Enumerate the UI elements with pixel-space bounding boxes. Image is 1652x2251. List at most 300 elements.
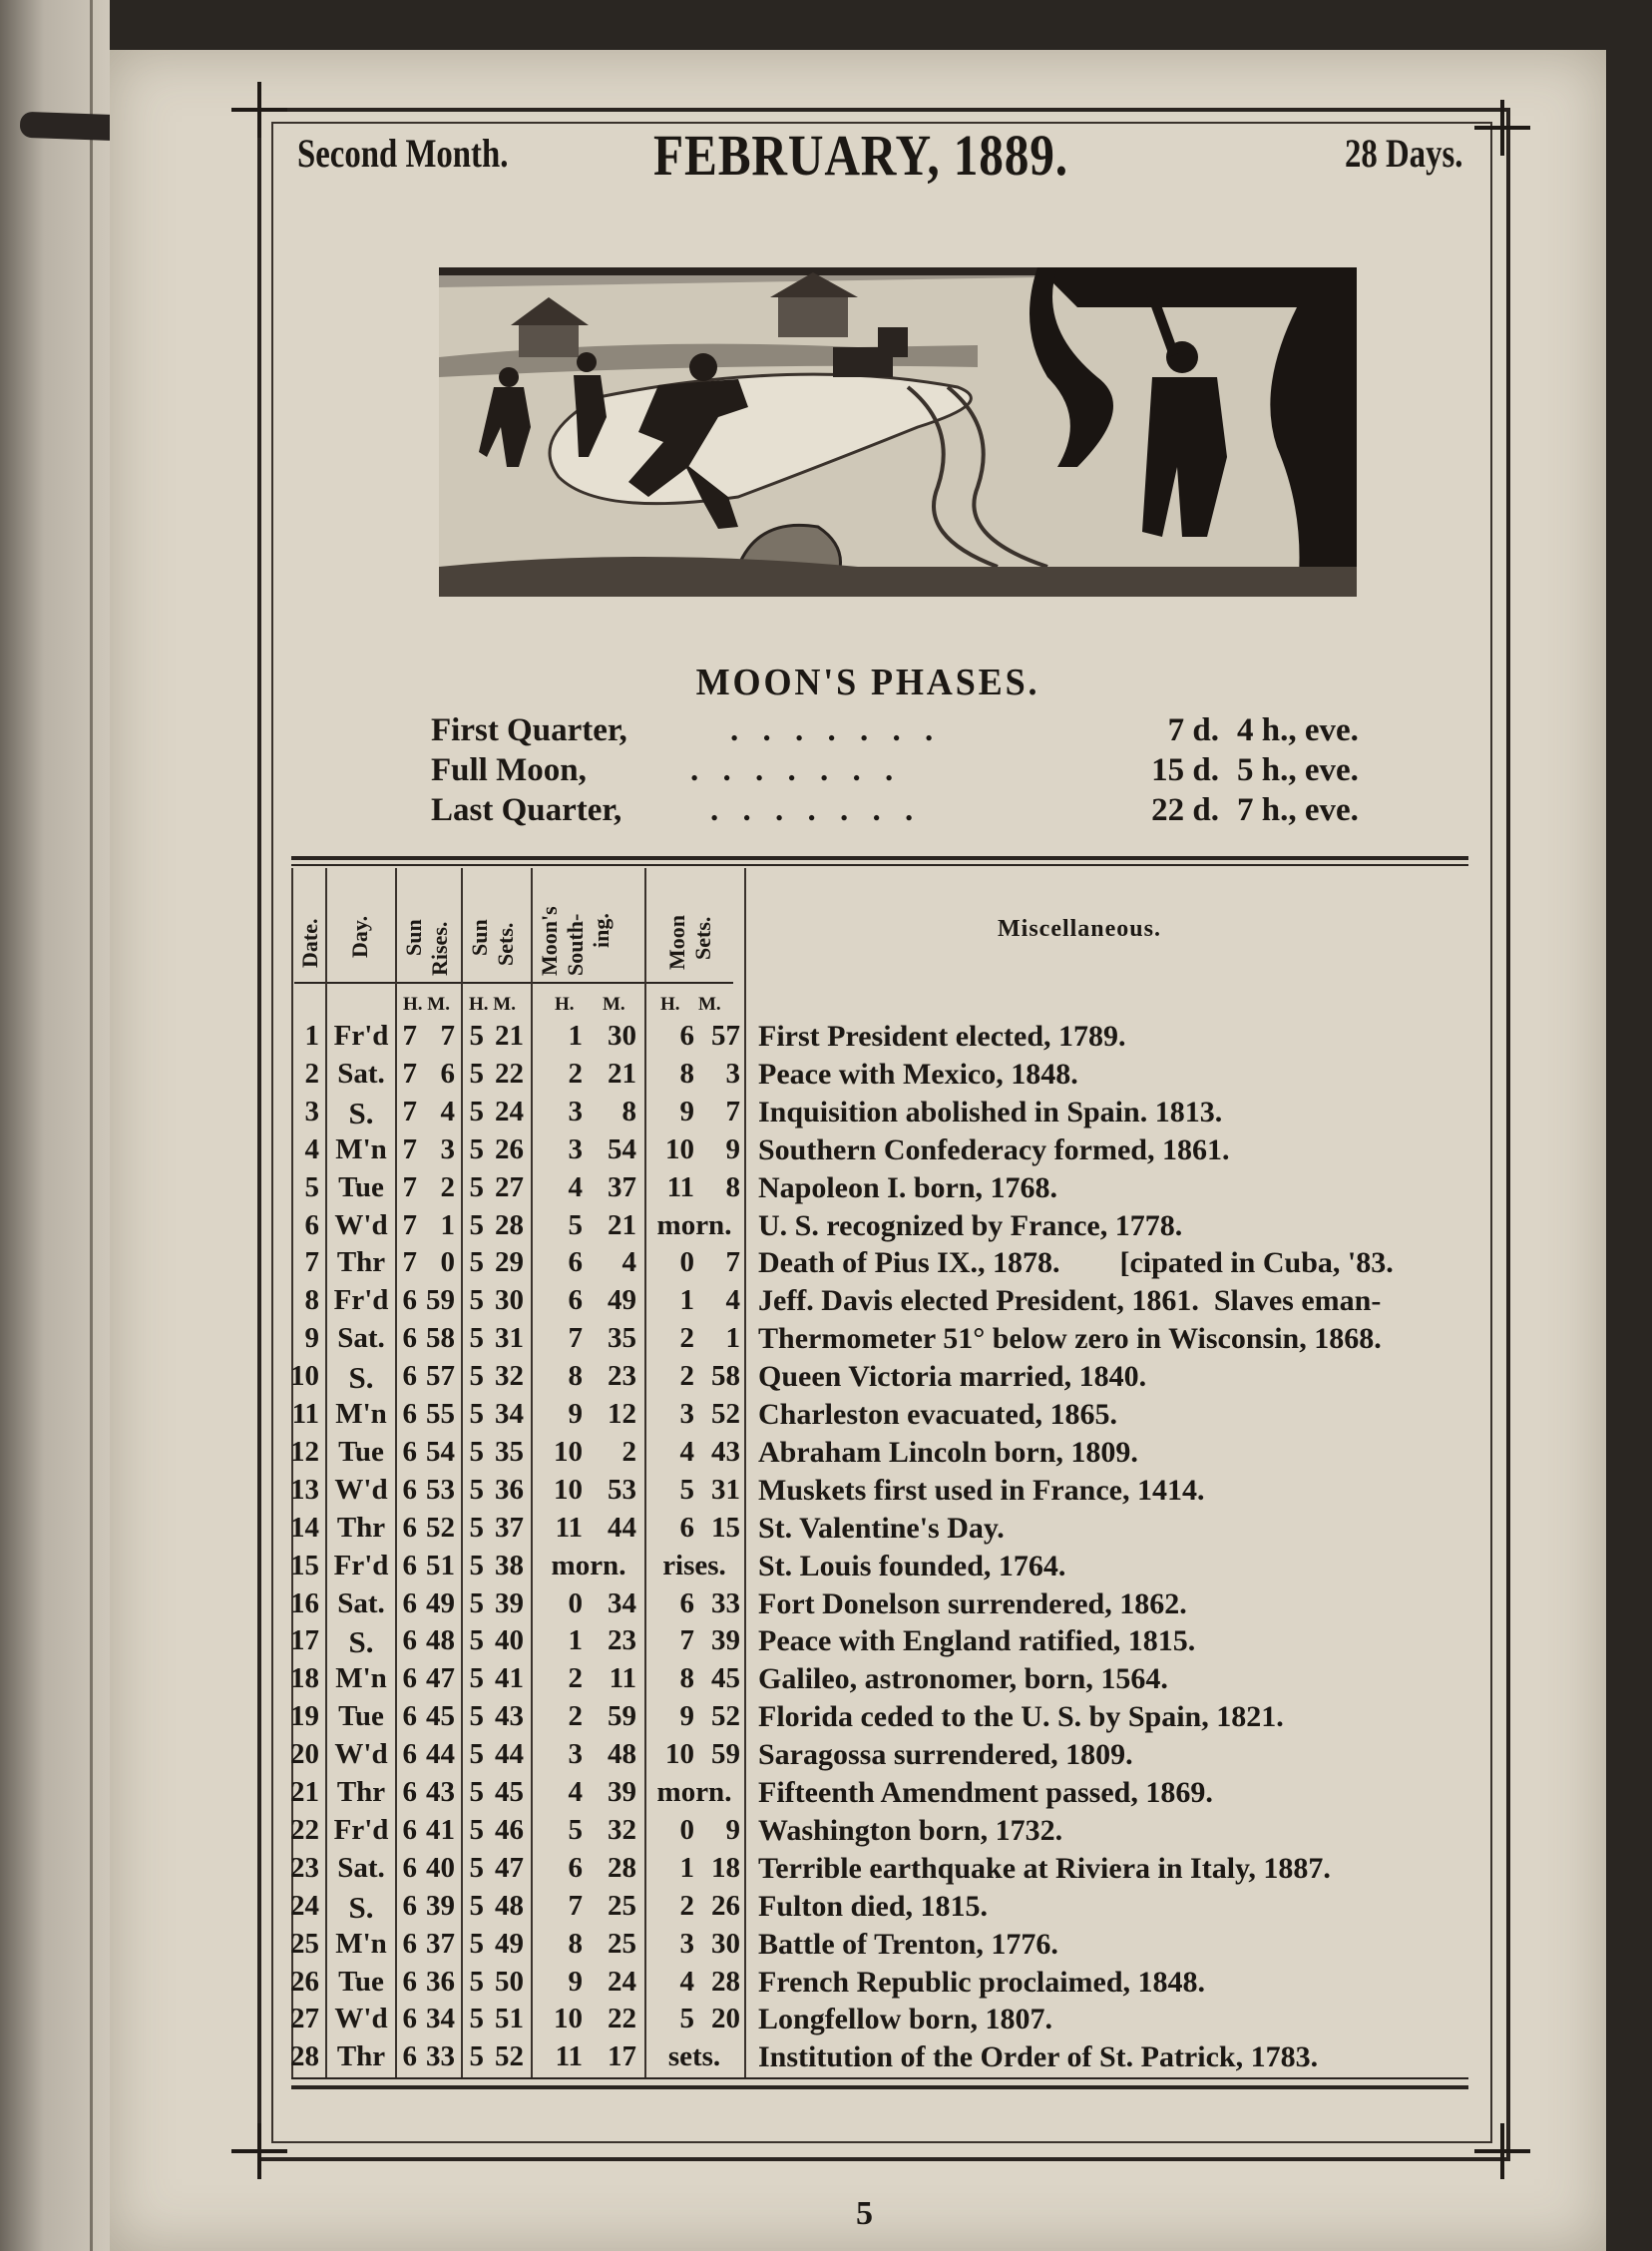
sun-sets-hour: 5 <box>469 1322 484 1355</box>
sun-sets-hour: 5 <box>469 1776 484 1808</box>
sun-sets-minute: 46 <box>495 1813 524 1846</box>
miscellaneous-note: Inquisition abolished in Spain. 1813. <box>758 1095 1223 1128</box>
sun-sets-minute: 48 <box>495 1889 524 1922</box>
miscellaneous-note: Battle of Trenton, 1776. <box>758 1927 1058 1961</box>
moon-southing-hour: 1 <box>568 1624 583 1657</box>
col-header-moon-south-2: South- <box>563 913 588 976</box>
moon-sets-hour: 8 <box>679 1662 694 1695</box>
moon-sets-minute: 58 <box>711 1360 740 1393</box>
moon-southing-hour: 9 <box>568 1398 583 1430</box>
sun-rises-minute: 4 <box>440 1095 455 1127</box>
moon-sets-minute: 31 <box>711 1473 740 1506</box>
sun-sets-hour: 5 <box>469 1927 484 1960</box>
sun-rises-minute: 44 <box>426 1738 455 1771</box>
date-cell: 19 <box>290 1700 319 1733</box>
miscellaneous-note: Abraham Lincoln born, 1809. <box>758 1435 1138 1469</box>
table-row <box>0 1322 1652 1360</box>
moon-sets-hour: 6 <box>679 1020 694 1052</box>
sun-rises-minute: 43 <box>426 1776 455 1808</box>
moon-sets-minute: 7 <box>725 1095 740 1127</box>
sun-rises-hour: 6 <box>402 1851 417 1884</box>
moon-sets-hour: 0 <box>679 1813 694 1846</box>
sun-sets-minute: 41 <box>495 1662 524 1695</box>
header-divider <box>294 982 733 984</box>
sun-rises-minute: 41 <box>426 1813 455 1846</box>
moon-phase-row <box>431 752 1369 792</box>
sun-rises-hour: 6 <box>402 1322 417 1355</box>
sun-rises-hour: 7 <box>402 1132 417 1165</box>
table-top-rule <box>291 856 1468 860</box>
moon-southing-hour: 3 <box>568 1095 583 1127</box>
date-cell: 27 <box>290 2003 319 2035</box>
day-cell: Thr <box>336 1511 386 1544</box>
moon-sets-hour: 1 <box>679 1284 694 1317</box>
day-cell: Tue <box>338 1965 384 1998</box>
sun-sets-hour: 5 <box>469 1965 484 1998</box>
table-row <box>0 1776 1652 1814</box>
sun-rises-hour: 7 <box>402 1057 417 1090</box>
sun-rises-minute: 51 <box>426 1549 455 1581</box>
moon-sets-minute: 57 <box>711 1020 740 1052</box>
day-cell: Sat. <box>337 1851 385 1884</box>
sun-rises-hour: 6 <box>402 1284 417 1317</box>
day-cell: S. <box>348 1624 374 1660</box>
miscellaneous-note: Terrible earthquake at Riviera in Italy, 1887. <box>758 1851 1331 1885</box>
moon-sets-minute: 4 <box>725 1284 740 1317</box>
sun-rises-hour: 7 <box>402 1246 417 1279</box>
sun-rises-minute: 47 <box>426 1662 455 1695</box>
moon-sets-minute: 33 <box>711 1586 740 1619</box>
moon-southing-minute: 48 <box>608 1738 636 1771</box>
sun-rises-hour: 6 <box>402 1624 417 1657</box>
col-header-misc: Miscellaneous. <box>998 916 1161 942</box>
table-row <box>0 1550 1652 1587</box>
miscellaneous-note: Queen Victoria married, 1840. <box>758 1360 1147 1394</box>
moon-southing-hour: 10 <box>554 2003 583 2035</box>
moon-southing-hour: 8 <box>568 1927 583 1960</box>
miscellaneous-note: Fifteenth Amendment passed, 1869. <box>758 1776 1213 1809</box>
sun-rises-minute: 58 <box>426 1322 455 1355</box>
moon-southing-minute: 39 <box>608 1776 636 1808</box>
moon-phases-title: MOON'S PHASES. <box>695 662 1040 703</box>
moon-sets-hour: 2 <box>679 1360 694 1393</box>
table-row <box>0 1284 1652 1322</box>
date-cell: 10 <box>290 1360 319 1393</box>
moon-sets-text: rises. <box>662 1549 726 1581</box>
miscellaneous-note: Southern Confederacy formed, 1861. <box>758 1132 1230 1166</box>
moon-sets-minute: 15 <box>711 1511 740 1544</box>
moon-southing-minute: 54 <box>608 1132 636 1165</box>
sun-sets-minute: 24 <box>495 1095 524 1127</box>
sun-sets-minute: 21 <box>495 1020 524 1052</box>
sun-sets-hour: 5 <box>469 1284 484 1317</box>
moon-sets-hour: 7 <box>679 1624 694 1657</box>
moon-sets-hour: 10 <box>665 1132 694 1165</box>
miscellaneous-note: Muskets first used in France, 1414. <box>758 1473 1205 1507</box>
moon-southing-minute: 35 <box>608 1322 636 1355</box>
moon-southing-minute: 17 <box>608 2040 636 2073</box>
miscellaneous-note: Galileo, astronomer, born, 1564. <box>758 1662 1168 1696</box>
moon-southing-hour: 1 <box>568 1020 583 1052</box>
col-header-sun-sets-1: Sun <box>467 919 492 956</box>
sun-rises-minute: 59 <box>426 1284 455 1317</box>
miscellaneous-note: French Republic proclaimed, 1848. <box>758 1965 1206 1999</box>
miscellaneous-note: U. S. recognized by France, 1778. <box>758 1208 1183 1242</box>
phase-name: First Quarter, <box>431 712 627 748</box>
moon-southing-minute: 22 <box>608 2003 636 2035</box>
moon-sets-hour: 3 <box>679 1927 694 1960</box>
table-row <box>0 1171 1652 1209</box>
day-cell: S. <box>348 1095 374 1130</box>
sun-sets-hour: 5 <box>469 1889 484 1922</box>
date-cell: 11 <box>291 1398 319 1430</box>
date-cell: 20 <box>290 1738 319 1771</box>
phase-hours: 4 h., eve. <box>1237 712 1359 748</box>
phase-name: Last Quarter, <box>431 792 622 828</box>
miscellaneous-note: St. Valentine's Day. <box>758 1511 1005 1545</box>
table-row <box>0 1096 1652 1133</box>
moon-sets-minute: 1 <box>725 1322 740 1355</box>
table-row <box>0 1246 1652 1284</box>
sun-sets-hour: 5 <box>469 1170 484 1203</box>
sun-sets-hour: 5 <box>469 1662 484 1695</box>
sun-sets-minute: 34 <box>495 1398 524 1430</box>
sun-sets-minute: 51 <box>495 2003 524 2035</box>
corner-cross-icon <box>1474 2123 1530 2179</box>
moon-southing-minute: 32 <box>608 1813 636 1846</box>
moon-southing-minute: 12 <box>608 1398 636 1430</box>
hm-label: H. <box>555 994 575 1015</box>
moon-southing-hour: 5 <box>568 1813 583 1846</box>
day-cell: Thr <box>336 2040 386 2073</box>
hm-label: H. M. <box>403 994 450 1015</box>
day-cell: M'n <box>335 1398 387 1430</box>
moon-sets-hour: 9 <box>679 1700 694 1733</box>
date-cell: 21 <box>290 1776 319 1808</box>
col-header-day: Day. <box>347 915 372 958</box>
date-cell: 4 <box>304 1132 319 1165</box>
month-ordinal: Second Month. <box>297 131 509 176</box>
date-cell: 9 <box>304 1322 319 1355</box>
miscellaneous-note: Saragossa surrendered, 1809. <box>758 1738 1133 1772</box>
table-top-rule-thin <box>291 864 1468 866</box>
sun-rises-minute: 52 <box>426 1511 455 1544</box>
miscellaneous-note: Jeff. Davis elected President, 1861. Slaves eman- <box>758 1284 1382 1318</box>
miscellaneous-note: Charleston evacuated, 1865. <box>758 1398 1117 1431</box>
sun-rises-hour: 6 <box>402 1889 417 1922</box>
moon-sets-minute: 20 <box>711 2003 740 2035</box>
moon-sets-minute: 59 <box>711 1738 740 1771</box>
day-cell: M'n <box>335 1662 387 1695</box>
sun-sets-hour: 5 <box>469 1020 484 1052</box>
sun-rises-hour: 6 <box>402 1549 417 1581</box>
moon-southing-minute: 8 <box>621 1095 636 1127</box>
sun-sets-hour: 5 <box>469 1435 484 1468</box>
moon-southing-hour: 5 <box>568 1208 583 1241</box>
moon-sets-hour: 5 <box>679 2003 694 2035</box>
sun-sets-minute: 27 <box>495 1170 524 1203</box>
sun-sets-hour: 5 <box>469 1095 484 1127</box>
date-cell: 18 <box>290 1662 319 1695</box>
date-cell: 6 <box>304 1208 319 1241</box>
day-cell: Sat. <box>337 1057 385 1090</box>
day-cell: Tue <box>338 1700 384 1733</box>
table-row <box>0 1360 1652 1398</box>
moon-phase-row <box>431 712 1369 752</box>
sun-rises-minute: 45 <box>426 1700 455 1733</box>
moon-southing-minute: 21 <box>608 1208 636 1241</box>
miscellaneous-note: Institution of the Order of St. Patrick, 1783. <box>758 2040 1319 2074</box>
sun-sets-minute: 26 <box>495 1132 524 1165</box>
sun-rises-minute: 33 <box>426 2040 455 2073</box>
moon-southing-hour: 6 <box>568 1851 583 1884</box>
moon-southing-minute: 24 <box>608 1965 636 1998</box>
moon-sets-minute: 18 <box>711 1851 740 1884</box>
moon-southing-text: morn. <box>551 1549 626 1581</box>
day-cell: W'd <box>334 1208 388 1241</box>
table-row <box>0 1700 1652 1738</box>
miscellaneous-note: Peace with Mexico, 1848. <box>758 1057 1078 1091</box>
sun-sets-minute: 36 <box>495 1473 524 1506</box>
moon-southing-hour: 10 <box>554 1473 583 1506</box>
corner-cross-icon <box>231 2123 287 2179</box>
table-row <box>0 1058 1652 1096</box>
day-cell: Thr <box>336 1246 386 1279</box>
miscellaneous-note: Washington born, 1732. <box>758 1813 1063 1847</box>
moon-southing-hour: 7 <box>568 1322 583 1355</box>
sun-sets-minute: 50 <box>495 1965 524 1998</box>
table-row <box>0 1890 1652 1928</box>
sun-rises-minute: 57 <box>426 1360 455 1393</box>
leader-dots: . . . . . . . <box>730 712 942 748</box>
date-cell: 24 <box>290 1889 319 1922</box>
hm-label: M. <box>698 994 721 1015</box>
moon-southing-hour: 6 <box>568 1284 583 1317</box>
day-cell: W'd <box>334 1738 388 1771</box>
sun-rises-minute: 53 <box>426 1473 455 1506</box>
col-header-date: Date. <box>297 918 322 968</box>
moon-southing-hour: 4 <box>568 1776 583 1808</box>
sun-rises-hour: 6 <box>402 1776 417 1808</box>
moon-sets-hour: 8 <box>679 1057 694 1090</box>
moon-southing-hour: 9 <box>568 1965 583 1998</box>
moon-phase-row <box>431 792 1369 832</box>
moon-sets-minute: 7 <box>725 1246 740 1279</box>
sun-sets-hour: 5 <box>469 1851 484 1884</box>
sun-rises-hour: 7 <box>402 1208 417 1241</box>
miscellaneous-note: Fort Donelson surrendered, 1862. <box>758 1586 1187 1620</box>
sun-rises-minute: 2 <box>440 1170 455 1203</box>
sun-sets-hour: 5 <box>469 1738 484 1771</box>
day-cell: M'n <box>335 1132 387 1165</box>
moon-sets-minute: 9 <box>725 1813 740 1846</box>
sun-rises-minute: 48 <box>426 1624 455 1657</box>
day-cell: W'd <box>334 1473 388 1506</box>
moon-southing-minute: 44 <box>608 1511 636 1544</box>
moon-southing-minute: 23 <box>608 1624 636 1657</box>
table-row <box>0 1966 1652 2004</box>
sun-rises-minute: 1 <box>440 1208 455 1241</box>
moon-sets-hour: 0 <box>679 1246 694 1279</box>
day-cell: Sat. <box>337 1586 385 1619</box>
moon-sets-minute: 9 <box>725 1132 740 1165</box>
moon-southing-hour: 10 <box>554 1435 583 1468</box>
col-header-moon-sets-1: Moon <box>664 915 689 970</box>
sun-sets-hour: 5 <box>469 1624 484 1657</box>
table-row <box>0 2040 1652 2078</box>
sun-rises-minute: 3 <box>440 1132 455 1165</box>
moon-sets-hour: 6 <box>679 1511 694 1544</box>
moon-sets-hour: 4 <box>679 1435 694 1468</box>
sun-sets-hour: 5 <box>469 1511 484 1544</box>
col-header-moon-south-3: ing. <box>589 913 614 948</box>
sun-sets-minute: 28 <box>495 1208 524 1241</box>
day-cell: S. <box>348 1360 374 1396</box>
date-cell: 15 <box>290 1549 319 1581</box>
moon-southing-hour: 4 <box>568 1170 583 1203</box>
moon-sets-minute: 52 <box>711 1700 740 1733</box>
table-row <box>0 1624 1652 1662</box>
sun-sets-hour: 5 <box>469 1586 484 1619</box>
date-cell: 7 <box>304 1246 319 1279</box>
col-header-sun-rises-1: Sun <box>401 919 426 956</box>
moon-southing-hour: 11 <box>555 1511 583 1544</box>
miscellaneous-note: First President elected, 1789. <box>758 1020 1126 1053</box>
sun-rises-hour: 6 <box>402 2003 417 2035</box>
table-row <box>0 1474 1652 1512</box>
day-cell: Fr'd <box>333 1020 389 1052</box>
miscellaneous-note: Florida ceded to the U. S. by Spain, 1821. <box>758 1700 1284 1734</box>
table-row <box>0 1133 1652 1171</box>
sun-rises-hour: 6 <box>402 1662 417 1695</box>
sun-rises-minute: 40 <box>426 1851 455 1884</box>
sun-rises-minute: 55 <box>426 1398 455 1430</box>
sun-rises-minute: 54 <box>426 1435 455 1468</box>
sun-rises-minute: 7 <box>440 1020 455 1052</box>
miscellaneous-note: Death of Pius IX., 1878. [cipated in Cuba, '83. <box>758 1246 1394 1280</box>
moon-sets-minute: 30 <box>711 1927 740 1960</box>
day-cell: M'n <box>335 1927 387 1960</box>
sun-sets-hour: 5 <box>469 1700 484 1733</box>
sun-rises-minute: 49 <box>426 1586 455 1619</box>
moon-southing-minute: 25 <box>608 1889 636 1922</box>
moon-sets-minute: 45 <box>711 1662 740 1695</box>
sun-sets-minute: 39 <box>495 1586 524 1619</box>
sun-rises-minute: 6 <box>440 1057 455 1090</box>
moon-sets-minute: 3 <box>725 1057 740 1090</box>
corner-cross-icon <box>231 82 287 138</box>
table-row <box>0 1814 1652 1852</box>
moon-sets-hour: 2 <box>679 1322 694 1355</box>
table-row <box>0 1928 1652 1966</box>
table-row <box>0 1587 1652 1625</box>
sun-rises-hour: 6 <box>402 1700 417 1733</box>
sun-sets-hour: 5 <box>469 1549 484 1581</box>
moon-sets-text: morn. <box>656 1208 732 1241</box>
miscellaneous-note: St. Louis founded, 1764. <box>758 1549 1066 1582</box>
sun-sets-hour: 5 <box>469 1057 484 1090</box>
moon-southing-hour: 2 <box>568 1700 583 1733</box>
moon-sets-hour: 4 <box>679 1965 694 1998</box>
date-cell: 25 <box>290 1927 319 1960</box>
moon-sets-minute: 52 <box>711 1398 740 1430</box>
date-cell: 28 <box>290 2040 319 2073</box>
page-number: 5 <box>856 2195 873 2232</box>
moon-southing-minute: 4 <box>621 1246 636 1279</box>
moon-southing-minute: 25 <box>608 1927 636 1960</box>
col-header-moon-south-1: Moon's <box>537 906 562 976</box>
col-header-sun-sets-2: Sets. <box>493 922 518 966</box>
moon-sets-minute: 43 <box>711 1435 740 1468</box>
sun-rises-minute: 37 <box>426 1927 455 1960</box>
date-cell: 14 <box>290 1511 319 1544</box>
moon-sets-hour: 1 <box>679 1851 694 1884</box>
sun-rises-hour: 6 <box>402 1360 417 1393</box>
winter-woodcut-illustration <box>439 267 1357 597</box>
moon-southing-hour: 11 <box>555 2040 583 2073</box>
moon-sets-text: sets. <box>667 2040 721 2073</box>
sun-rises-minute: 34 <box>426 2003 455 2035</box>
col-header-sun-rises-2: Rises. <box>427 921 452 976</box>
sun-sets-minute: 29 <box>495 1246 524 1279</box>
moon-sets-hour: 3 <box>679 1398 694 1430</box>
moon-southing-hour: 0 <box>568 1586 583 1619</box>
sun-sets-minute: 31 <box>495 1322 524 1355</box>
date-cell: 12 <box>290 1435 319 1468</box>
sun-rises-minute: 36 <box>426 1965 455 1998</box>
sun-rises-hour: 6 <box>402 1813 417 1846</box>
table-row <box>0 1852 1652 1890</box>
sun-rises-hour: 6 <box>402 1965 417 1998</box>
moon-southing-minute: 30 <box>608 1020 636 1052</box>
phase-name: Full Moon, <box>431 752 587 788</box>
sun-sets-minute: 37 <box>495 1511 524 1544</box>
hm-label: H. M. <box>469 994 516 1015</box>
miscellaneous-note: Napoleon I. born, 1768. <box>758 1170 1058 1204</box>
sun-rises-minute: 0 <box>440 1246 455 1279</box>
sun-rises-minute: 39 <box>426 1889 455 1922</box>
sun-sets-minute: 22 <box>495 1057 524 1090</box>
table-row <box>0 1738 1652 1776</box>
sun-rises-hour: 6 <box>402 1435 417 1468</box>
moon-southing-hour: 6 <box>568 1246 583 1279</box>
moon-southing-hour: 8 <box>568 1360 583 1393</box>
moon-sets-text: morn. <box>656 1776 732 1808</box>
moon-southing-hour: 2 <box>568 1662 583 1695</box>
leader-dots: . . . . . . . <box>690 752 902 788</box>
date-cell: 26 <box>290 1965 319 1998</box>
sun-sets-hour: 5 <box>469 1132 484 1165</box>
moon-sets-minute: 26 <box>711 1889 740 1922</box>
sun-rises-hour: 7 <box>402 1020 417 1052</box>
date-cell: 8 <box>304 1284 319 1317</box>
sun-rises-hour: 6 <box>402 1927 417 1960</box>
sun-sets-hour: 5 <box>469 1813 484 1846</box>
day-cell: S. <box>348 1889 374 1925</box>
date-cell: 17 <box>290 1624 319 1657</box>
sun-rises-hour: 7 <box>402 1095 417 1127</box>
sun-rises-hour: 6 <box>402 1511 417 1544</box>
sun-sets-hour: 5 <box>469 1246 484 1279</box>
day-cell: Tue <box>338 1170 384 1203</box>
moon-sets-hour: 5 <box>679 1473 694 1506</box>
sun-sets-minute: 45 <box>495 1776 524 1808</box>
sun-sets-minute: 40 <box>495 1624 524 1657</box>
phase-days: 7 d. <box>1167 712 1219 748</box>
hm-label: M. <box>603 994 625 1015</box>
moon-southing-minute: 34 <box>608 1586 636 1619</box>
moon-southing-hour: 2 <box>568 1057 583 1090</box>
